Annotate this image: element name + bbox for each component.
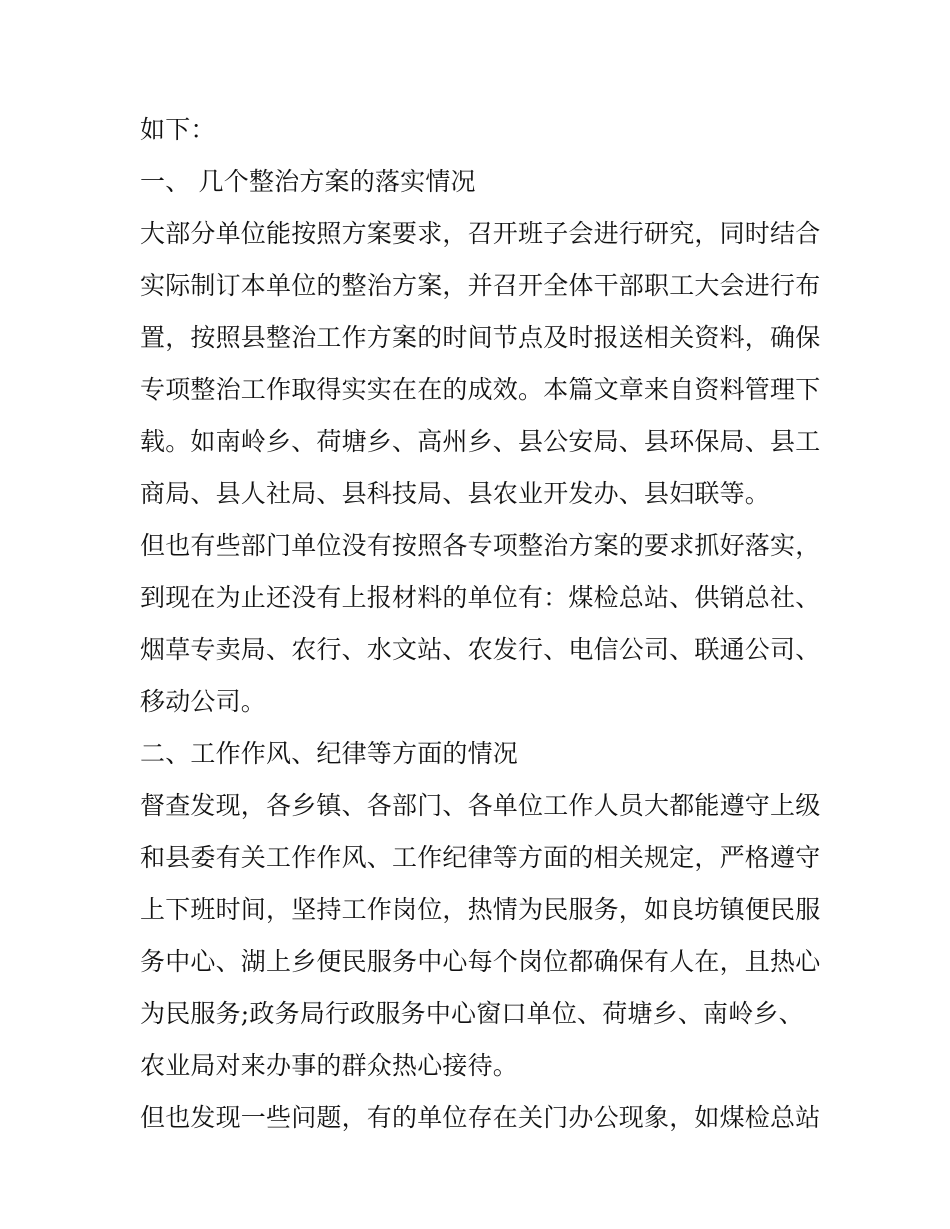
text-line: 载。如南岭乡、荷塘乡、高州乡、县公安局、县环保局、县工 [140, 427, 821, 456]
text-line: 但也发现一些问题，有的单位存在关门办公现象，如煤检总站 [140, 1103, 821, 1132]
text-line: 专项整治工作取得实实在在的成效。本篇文章来自资料管理下 [140, 375, 821, 404]
text-line: 但也有些部门单位没有按照各专项整治方案的要求抓好落实， [140, 531, 821, 560]
text-line: 商局、县人社局、县科技局、县农业开发办、县妇联等。 [140, 479, 771, 508]
text-line: 务中心、湖上乡便民服务中心每个岗位都确保有人在，且热心 [140, 947, 821, 976]
text-line: 如下： [140, 115, 216, 144]
text-line: 大部分单位能按照方案要求，召开班子会进行研究，同时结合 [140, 219, 821, 248]
text-line: 到现在为止还没有上报材料的单位有：煤检总站、供销总社、 [140, 583, 821, 612]
text-line: 置，按照县整治工作方案的时间节点及时报送相关资料，确保 [140, 323, 821, 352]
text-line: 督查发现，各乡镇、各部门、各单位工作人员大都能遵守上级 [140, 791, 821, 820]
section-heading: 二、工作作风、纪律等方面的情况 [140, 739, 519, 768]
section-heading: 一、 几个整治方案的落实情况 [140, 167, 476, 196]
text-line: 和县委有关工作作风、工作纪律等方面的相关规定，严格遵守 [140, 843, 821, 872]
text-line: 上下班时间，坚持工作岗位，热情为民服务，如良坊镇便民服 [140, 895, 821, 924]
text-line: 为民服务;政务局行政服务中心窗口单位、荷塘乡、南岭乡、 [140, 999, 804, 1028]
text-line: 农业局对来办事的群众热心接待。 [140, 1051, 519, 1080]
document-body [140, 108, 820, 1148]
text-line: 移动公司。 [140, 687, 267, 716]
text-line: 实际制订本单位的整治方案，并召开全体干部职工大会进行布 [140, 271, 821, 300]
text-line: 烟草专卖局、农行、水文站、农发行、电信公司、联通公司、 [140, 635, 821, 664]
